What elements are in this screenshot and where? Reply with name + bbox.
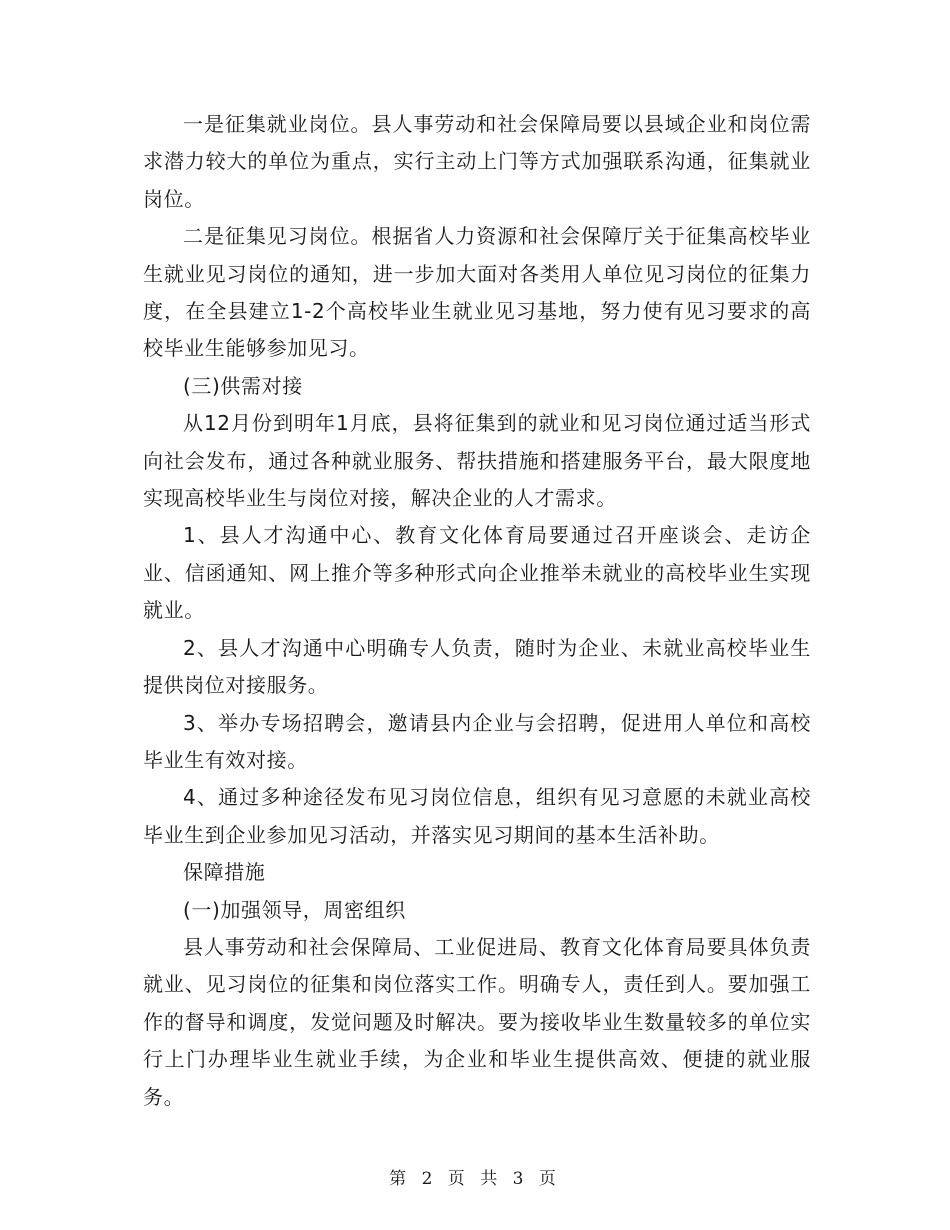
section-heading-supply-demand: (三)供需对接 bbox=[183, 373, 303, 398]
list-item-4: 4、通过多种途径发布见习岗位信息，组织有见习意愿的未就业高校毕业生到企业参加见习活动，并落实见习期间的基本生活补助。 bbox=[143, 785, 811, 847]
page-number-footer: 第 2 页 共 3 页 bbox=[389, 1169, 561, 1189]
paragraph-leadership: 县人事劳动和社会保障局、工业促进局、教育文化体育局要具体负责就业、见习岗位的征集和岗位落实工作。明确专人，责任到人。要加强工作的督导和调度，发觉问题及时解决。要为接收毕业生数量较多的单位实行上门办理毕业生就业手续，为企业和毕业生提供高效、便捷的就业服务。 bbox=[143, 934, 811, 1109]
list-item-1: 1、县人才沟通中心、教育文化体育局要通过召开座谈会、走访企业、信函通知、网上推介等多种形式向企业推举未就业的高校毕业生实现就业。 bbox=[143, 523, 811, 623]
list-item-3: 3、举办专场招聘会，邀请县内企业与会招聘，促进用人单位和高校毕业生有效对接。 bbox=[143, 710, 811, 772]
paragraph-collect-jobs: 一是征集就业岗位。县人事劳动和社会保障局要以县域企业和岗位需求潜力较大的单位为重点，实行主动上门等方式加强联系沟通，征集就业岗位。 bbox=[143, 112, 811, 211]
document-body bbox=[143, 106, 811, 1116]
subsection-heading-leadership: (一)加强领导，周密组织 bbox=[183, 897, 406, 922]
paragraph-collect-internships: 二是征集见习岗位。根据省人力资源和社会保障厅关于征集高校毕业生就业见习岗位的通知，进一步加大面对各类用人单位见习岗位的征集力度，在全县建立1-2个高校毕业生就业见习基地，努力使有见习要求的高校毕业生能够参加见习。 bbox=[143, 224, 811, 361]
paragraph-supply-demand: 从12月份到明年1月底，县将征集到的就业和见习岗位通过适当形式向社会发布，通过各种就业服务、帮扶措施和搭建服务平台，最大限度地实现高校毕业生与岗位对接，解决企业的人才需求。 bbox=[143, 411, 811, 511]
list-item-2: 2、县人才沟通中心明确专人负责，随时为企业、未就业高校毕业生提供岗位对接服务。 bbox=[143, 635, 811, 698]
section-heading-safeguards: 保障措施 bbox=[183, 860, 266, 885]
